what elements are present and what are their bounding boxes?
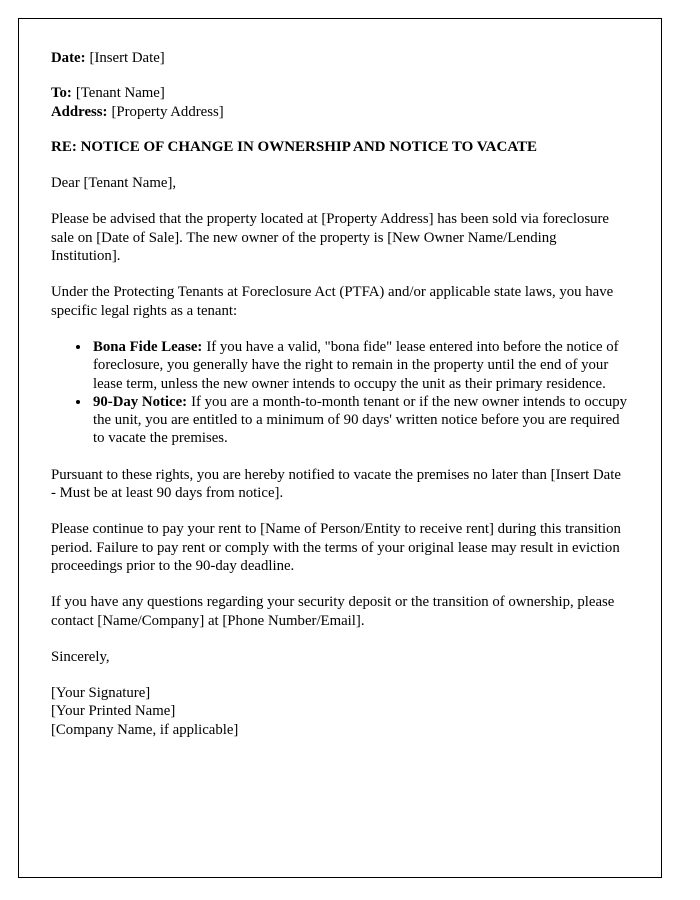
to-value: [Tenant Name] — [75, 85, 165, 102]
paragraph-vacate-deadline: Pursuant to these rights, you are hereby notified to vacate the premises no later than [Insert Date - Must be at least 90 days from notice]. — [51, 466, 621, 502]
paragraph-ptfa-rights: Under the Protecting Tenants at Foreclosure Act (PTFA) and/or applicable state laws, you have specific legal rights as a tenant: — [51, 284, 614, 319]
closing: Sincerely, — [51, 648, 110, 665]
signature-line-printed-name: [Your Printed Name] — [51, 703, 176, 720]
signature-line-signature: [Your Signature] — [51, 685, 151, 702]
date-value: [Insert Date] — [89, 50, 165, 66]
subject-line: RE: NOTICE OF CHANGE IN OWNERSHIP AND NOTICE TO VACATE — [51, 138, 538, 155]
signature-line-company: [Company Name, if applicable] — [51, 721, 239, 738]
bullet-item-bona-fide-lease — [91, 338, 629, 393]
date-label: Date: — [51, 50, 86, 66]
letter-page — [18, 18, 662, 878]
bullet-text-90-day-notice: If you are a month-to-month tenant or if the new owner intends to occupy the unit, you are entitled to a minimum of 90 days' written notice before you are required to vacate the premises. — [93, 393, 628, 447]
bullet-text-bona-fide-lease: If you have a valid, "bona fide" lease entered into before the notice of foreclosure, you generally have the right to remain in the property until the end of your lease term, unless the new owner intends to occupy the unit as their primary residence. — [93, 338, 619, 392]
address-line — [51, 103, 629, 121]
bullet-item-90-day-notice — [91, 393, 629, 448]
date-line — [51, 49, 629, 67]
signature-block — [51, 684, 629, 739]
address-value: [Property Address] — [111, 103, 224, 120]
salutation: Dear [Tenant Name], — [51, 175, 177, 192]
bullet-label-90-day-notice: 90-Day Notice: — [93, 393, 188, 410]
paragraph-foreclosure-notice: Please be advised that the property located at [Property Address] has been sold via foreclosure sale on [Date of Sale]. The new owner of the property is [New Owner Name/Lending Institution]. — [51, 211, 609, 265]
rights-bullet-list — [51, 338, 629, 448]
to-line — [51, 84, 629, 102]
address-label: Address: — [51, 103, 108, 120]
paragraph-questions-contact: If you have any questions regarding your security deposit or the transition of ownership, please contact [Name/Company] at [Phone Number/Email]. — [51, 594, 615, 629]
to-label: To: — [51, 85, 72, 102]
bullet-label-bona-fide-lease: Bona Fide Lease: — [93, 338, 203, 355]
paragraph-rent-payment: Please continue to pay your rent to [Name of Person/Entity to receive rent] during this transition period. Failure to pay rent or comply with the terms of your original lease may result in eviction proceedings prior to the 90-day deadline. — [51, 521, 621, 574]
